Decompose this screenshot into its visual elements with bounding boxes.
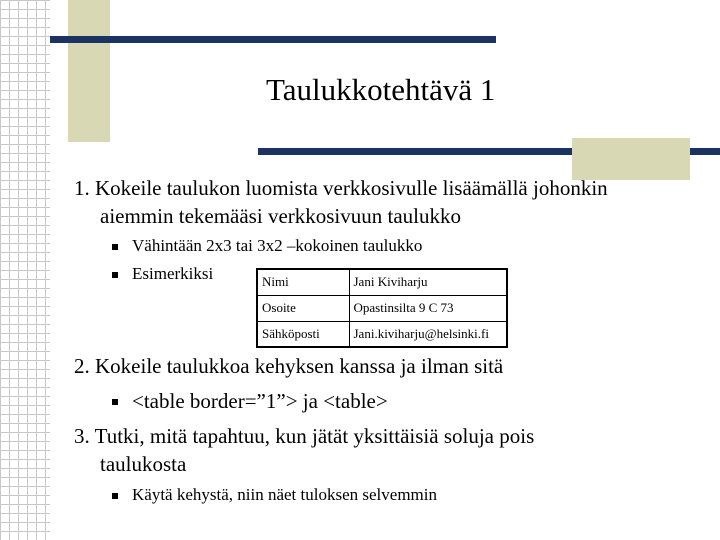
item-2-line: 2. Kokeile taulukkoa kehyksen kanssa ja ilman sitä — [74, 354, 504, 378]
table-row — [257, 269, 507, 295]
decorative-block-right — [572, 138, 690, 180]
sub-bullet-1-2: Esimerkiksi — [132, 264, 214, 283]
table-cell: Osoite — [257, 295, 349, 321]
decorative-block-top — [68, 0, 110, 142]
table-cell: Nimi — [257, 269, 349, 295]
bullet-icon — [112, 399, 118, 405]
table-row — [257, 321, 507, 347]
sub-bullet-3-1: Käytä kehystä, niin näet tuloksen selvemmin — [132, 485, 437, 504]
item-3-line-2: taulukosta — [100, 452, 187, 476]
table-row — [257, 295, 507, 321]
item-1-line-1: 1. Kokeile taulukon luomista verkkosivulle lisäämällä johonkin — [74, 176, 608, 200]
table-cell: Opastinsilta 9 C 73 — [349, 295, 507, 321]
item-1-line-2: aiemmin tekemääsi verkkosivuun taulukko — [100, 204, 461, 228]
sub-bullet-2-1: <table border=”1”> ja <table> — [132, 389, 388, 413]
table-cell: Jani.kiviharju@helsinki.fi — [349, 321, 507, 347]
example-table — [256, 268, 508, 348]
table-cell: Sähköposti — [257, 321, 349, 347]
decorative-bar-top — [50, 36, 496, 43]
table-cell: Jani Kiviharju — [349, 269, 507, 295]
bullet-icon — [112, 272, 118, 278]
item-3-line-1: 3. Tutki, mitä tapahtuu, kun jätät yksittäisiä soluja pois — [74, 424, 535, 448]
slide-title: Taulukkotehtävä 1 — [266, 72, 496, 107]
bullet-icon — [112, 493, 118, 499]
sub-bullet-1-1: Vähintään 2x3 tai 3x2 –kokoinen taulukko — [132, 236, 423, 255]
bullet-icon — [112, 244, 118, 250]
decorative-grid — [0, 0, 50, 540]
